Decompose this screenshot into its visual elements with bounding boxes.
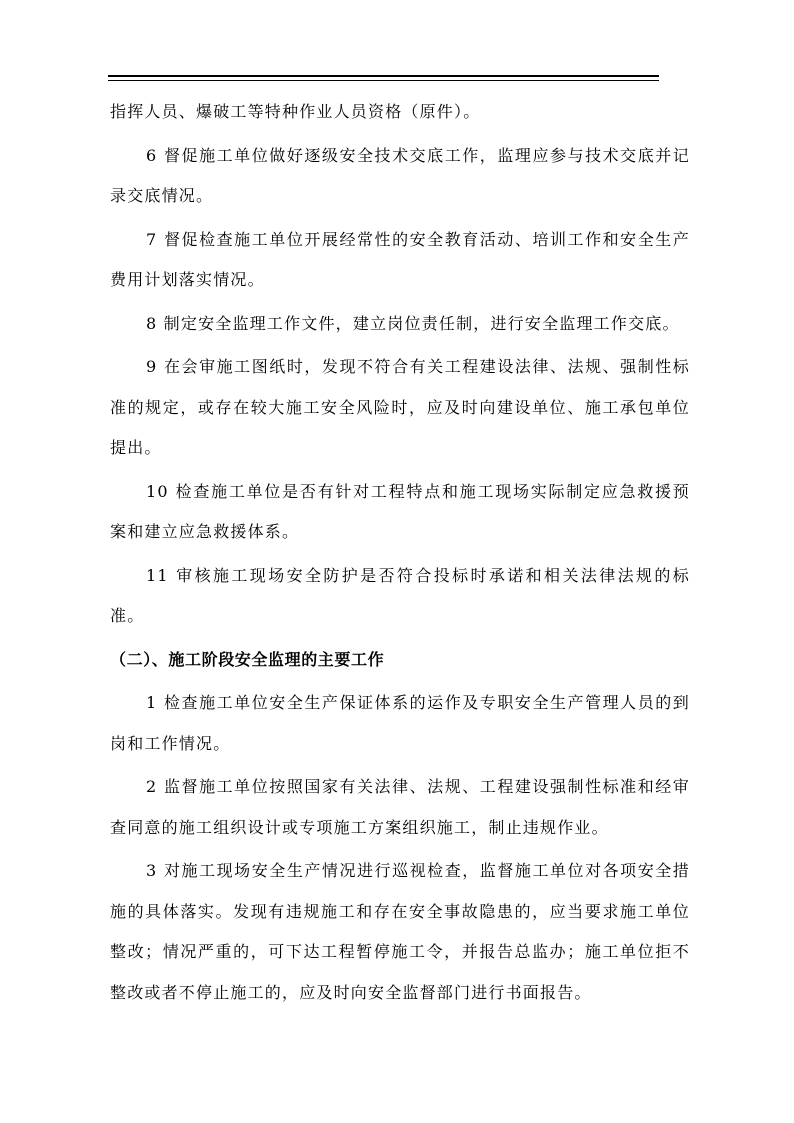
paragraph-item-8: 8 制定安全监理工作文件，建立岗位责任制，进行安全监理工作交底。	[146, 313, 680, 333]
header-rule-thin	[108, 80, 659, 81]
paragraph-section2-item-1: 1 检查施工单位安全生产保证体系的运作及专职安全生产管理人员的到岗和工作情况。	[110, 693, 690, 753]
section-heading: （二）、施工阶段安全监理的主要工作	[110, 649, 385, 669]
paragraph-section2-item-2: 2 监督施工单位按照国家有关法律、法规、工程建设强制性标准和经审查同意的施工组织设计或专项施工方案组织施工，制止违规作业。	[110, 777, 690, 837]
paragraph-item-6: 6 督促施工单位做好逐级安全技术交底工作，监理应参与技术交底并记录交底情况。	[110, 145, 690, 205]
paragraph-item-10: 10 检查施工单位是否有针对工程特点和施工现场实际制定应急救援预案和建立应急救援体系。	[110, 481, 690, 541]
header-rule-thick	[108, 75, 659, 77]
paragraph-section2-item-3: 3 对施工现场安全生产情况进行巡视检查，监督施工单位对各项安全措施的具体落实。发现有违规施工和存在安全事故隐患的，应当要求施工单位整改；情况严重的，可下达工程暂停施工令，并报告总监办；施工单位拒不整改或者不停止施工的，应及时向安全监督部门进行书面报告。	[110, 861, 690, 1002]
paragraph-item-7: 7 督促检查施工单位开展经常性的安全教育活动、培训工作和安全生产费用计划落实情况。	[110, 229, 690, 289]
paragraph-item-9: 9 在会审施工图纸时，发现不符合有关工程建设法律、法规、强制性标准的规定，或存在较大施工安全风险时，应及时向建设单位、施工承包单位提出。	[110, 357, 690, 457]
document-body	[110, 92, 690, 1016]
paragraph-item-11: 11 审核施工现场安全防护是否符合投标时承诺和相关法律法规的标准。	[110, 565, 690, 625]
paragraph-continuation: 指挥人员、爆破工等特种作业人员资格（原件）。	[110, 102, 481, 121]
